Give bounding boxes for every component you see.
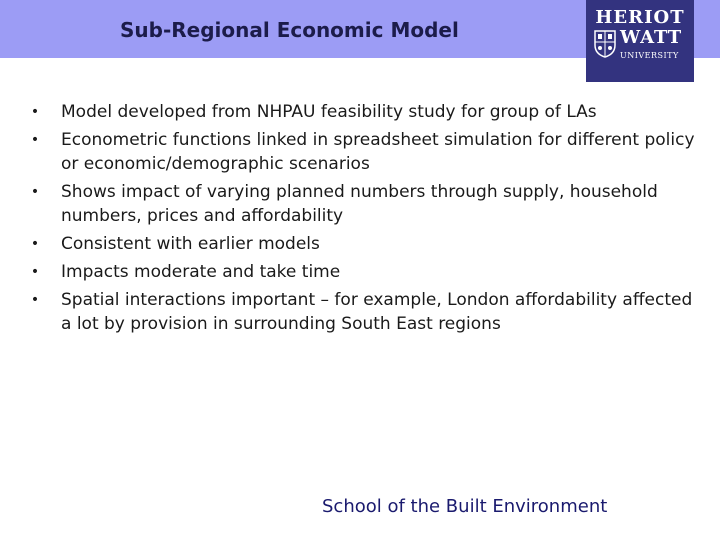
bullet-item — [28, 232, 708, 256]
bullet-item — [28, 100, 708, 124]
bullet-dot-icon: • — [30, 292, 40, 308]
bullet-text: Spatial interactions important – for example, London affordability affected a lot by provision in surrounding South East regions — [61, 290, 693, 334]
bullet-text: Econometric functions linked in spreadsheet simulation for different policy or economic/demographic scenarios — [61, 130, 695, 174]
footer-text: School of the Built Environment — [322, 496, 608, 517]
bullet-dot-icon: • — [30, 236, 40, 252]
bullet-dot-icon: • — [30, 184, 40, 200]
bullet-text: Model developed from NHPAU feasibility study for group of LAs — [61, 102, 597, 122]
bullet-item — [28, 260, 708, 284]
university-logo — [586, 0, 694, 82]
bullet-item — [28, 128, 708, 176]
crest-icon — [594, 30, 616, 58]
bullet-text: Impacts moderate and take time — [61, 262, 341, 282]
bullet-text: Shows impact of varying planned numbers through supply, household numbers, prices and affordability — [61, 182, 658, 226]
bullet-dot-icon: • — [30, 264, 40, 280]
logo-text-watt: WATT — [620, 27, 683, 48]
bullet-dot-icon: • — [30, 104, 40, 120]
bullet-dot-icon: • — [30, 132, 40, 148]
slide-title: Sub-Regional Economic Model — [120, 18, 459, 42]
bullet-text: Consistent with earlier models — [61, 234, 320, 254]
logo-text-heriot: HERIOT — [595, 7, 685, 28]
bullet-item — [28, 180, 708, 228]
bullet-item — [28, 288, 708, 336]
logo-text-university: UNIVERSITY — [620, 51, 679, 60]
bullet-list — [28, 100, 708, 340]
